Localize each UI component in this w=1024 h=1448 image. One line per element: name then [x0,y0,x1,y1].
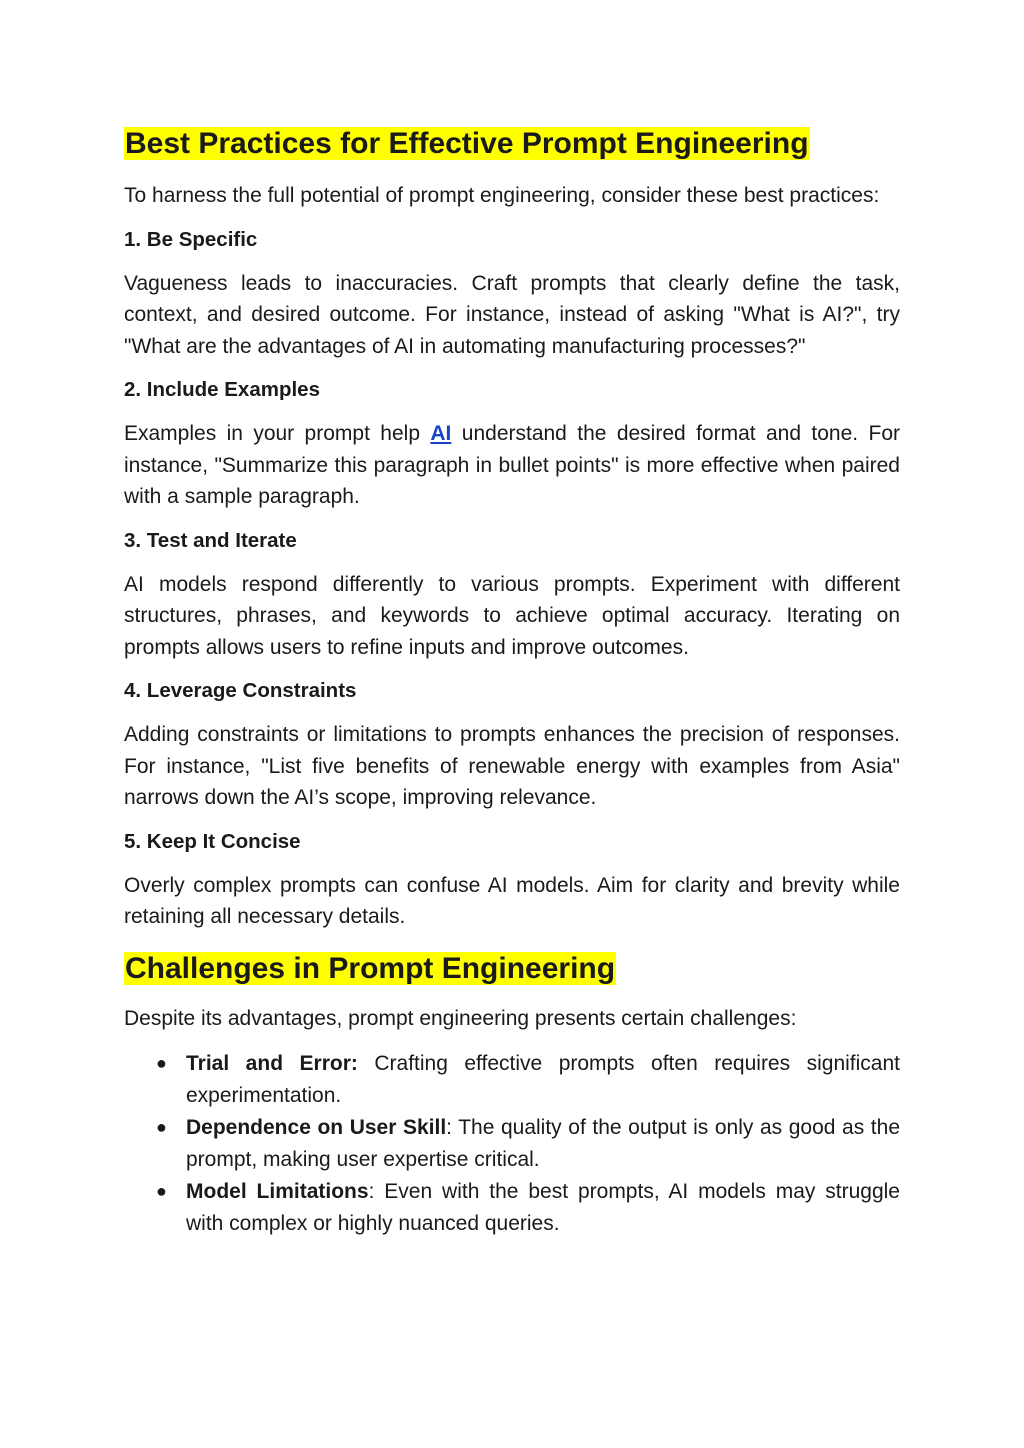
practice-3-text: AI models respond differently to various prompts. Experiment with different structures, phrases, and keywords to achieve optimal accuracy. Iterating on prompts allows users to refine inputs and improve outcomes. [124,572,900,659]
challenge-term: Trial and Error: [186,1052,358,1075]
bullet-icon: ● [156,1117,167,1137]
heading-highlight: Best Practices for Effective Prompt Engineering [125,127,809,160]
list-item [124,1176,900,1239]
heading-challenges [124,949,900,989]
practice-2-title: 2. Include Examples [124,378,320,401]
list-item [124,1048,900,1111]
practice-4-title: 4. Leverage Constraints [124,679,357,702]
list-item [124,1112,900,1175]
challenge-term: Dependence on User Skill [186,1116,447,1139]
challenge-desc: Crafting effective prompts often requires significant experimentation. [186,1052,900,1107]
practice-2-text-after: understand the desired format and tone. For instance, "Summarize this paragraph in bullet points" is more effective when paired with a sample paragraph. [124,422,900,508]
practice-1-title: 1. Be Specific [124,227,258,251]
practice-1-text: Vagueness leads to inaccuracies. Craft prompts that clearly define the task, context, and desired outcome. For instance, instead of asking "What is AI?", try "What are the advantages of AI in automating manufacturing processes?" [124,271,900,358]
challenges-list [124,1048,900,1239]
practice-4-text: Adding constraints or limitations to prompts enhances the precision of responses. For instance, "List five benefits of renewable energy with examples from Asia" narrows down the AI’s scope, improving relevance. [124,723,900,809]
practice-5-text: Overly complex prompts can confuse AI models. Aim for clarity and brevity while retaining all necessary details. [124,873,900,928]
bullet-icon: ● [156,1181,167,1201]
challenge-term: Model Limitations [186,1180,369,1203]
document-body [124,124,900,1239]
challenge-desc: : Even with the best prompts, AI models may struggle with complex or highly nuanced queries. [186,1180,900,1235]
practice-5-title: 5. Keep It Concise [124,829,301,853]
practice-2-text-before: Examples in your prompt help [124,422,431,445]
ai-link[interactable]: AI [430,422,452,445]
practice-2-text [124,418,900,513]
challenge-desc: : The quality of the output is only as good as the prompt, making user expertise critical. [186,1116,900,1171]
heading-highlight: Challenges in Prompt Engineering [125,951,616,985]
practice-3-title: 3. Test and Iterate [124,528,297,552]
challenges-intro: Despite its advantages, prompt engineering presents certain challenges: [124,1006,797,1030]
heading-best-practices [124,124,900,164]
intro-paragraph: To harness the full potential of prompt engineering, consider these best practices: [124,184,880,207]
bullet-icon: ● [156,1053,167,1073]
